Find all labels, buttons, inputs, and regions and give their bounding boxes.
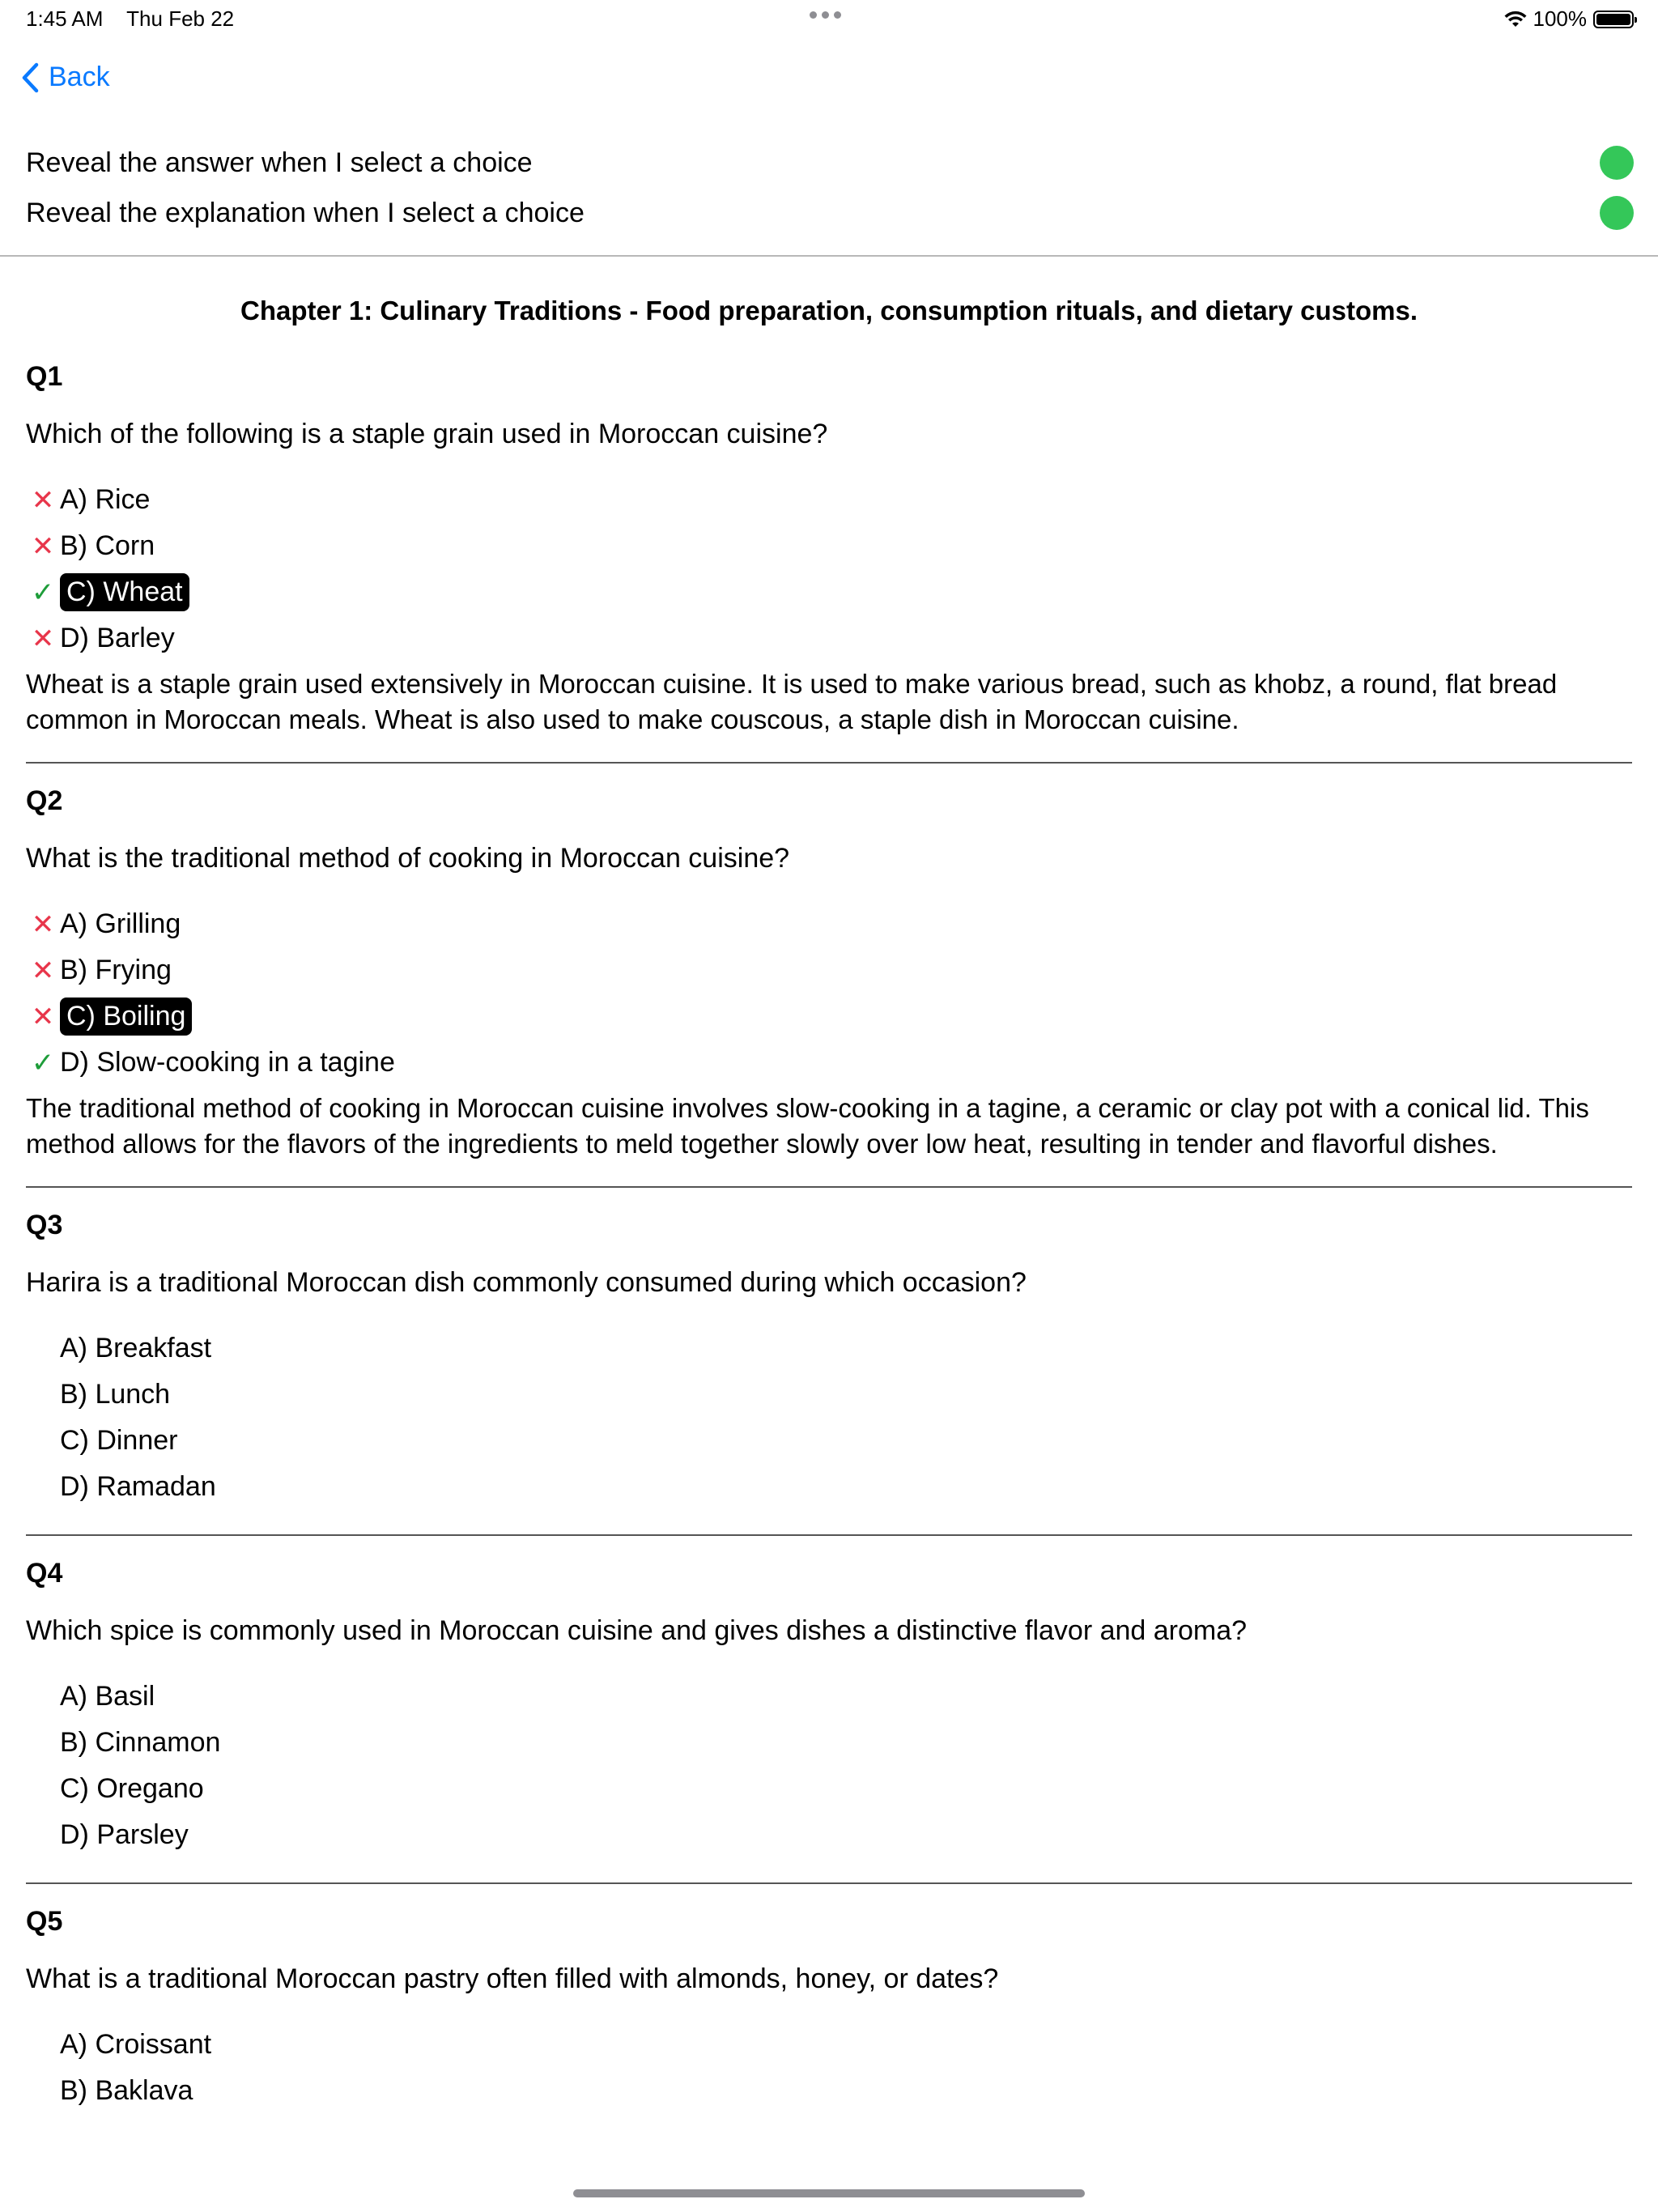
question-text: Which of the following is a staple grain used in Moroccan cuisine? [26, 419, 828, 449]
question-list [26, 339, 1632, 2114]
choice-option[interactable] [26, 1464, 1632, 1510]
choice-option[interactable] [26, 1674, 1632, 1720]
checkmark-icon: ✓ [31, 576, 55, 608]
checkmark-icon: ✓ [31, 1047, 55, 1078]
setting-label: Reveal the explanation when I select a choice [26, 197, 585, 228]
question-3 [26, 1188, 1632, 1536]
wifi-icon [1504, 11, 1527, 28]
status-date: Thu Feb 22 [126, 6, 235, 31]
question-text: What is a traditional Moroccan pastry often filled with almonds, honey, or dates? [26, 1963, 999, 1994]
chapter-title: Chapter 1: Culinary Traditions - Food preparation, consumption rituals, and dietary customs. [240, 296, 1418, 325]
reveal-explanation-toggle[interactable] [1600, 196, 1634, 230]
question-4 [26, 1536, 1632, 1884]
choice-option[interactable] [26, 2068, 1632, 2114]
choice-label: A) Basil [60, 1681, 155, 1712]
choice-option[interactable] [26, 615, 1632, 661]
choice-label: A) Rice [60, 484, 151, 515]
choice-option[interactable] [26, 1720, 1632, 1766]
answer-explanation: The traditional method of cooking in Moroccan cuisine involves slow-cooking in a tagine, a ceramic or clay pot with a conical lid. This method allows for the flavors of the ingredients to meld together slowly over low heat, resulting in tender and flavorful dishes. [26, 1093, 1589, 1159]
choice-label: C) Oregano [60, 1773, 204, 1804]
xmark-icon: ✕ [31, 955, 55, 986]
xmark-icon: ✕ [31, 530, 55, 562]
back-label: Back [49, 62, 110, 92]
choice-list [26, 901, 1632, 1086]
question-text: What is the traditional method of cooking in Moroccan cuisine? [26, 843, 790, 874]
battery-icon [1593, 11, 1634, 28]
xmark-icon: ✕ [31, 623, 55, 654]
choice-label: B) Lunch [60, 1379, 171, 1410]
question-2 [26, 764, 1632, 1188]
choice-option[interactable] [26, 1372, 1632, 1418]
choice-option[interactable] [26, 1418, 1632, 1464]
choice-label: A) Grilling [60, 908, 181, 939]
home-indicator[interactable] [573, 2189, 1085, 2197]
selected-choice-label: C) Boiling [60, 998, 192, 1036]
choice-label: A) Breakfast [60, 1333, 212, 1363]
choice-option[interactable] [26, 477, 1632, 523]
status-bar [0, 0, 1658, 39]
choice-list [26, 2022, 1632, 2114]
choice-list [26, 1325, 1632, 1510]
chevron-left-icon [21, 62, 39, 93]
choice-option[interactable] [26, 901, 1632, 947]
question-5 [26, 1884, 1632, 2114]
question-number: Q4 [26, 1558, 63, 1589]
question-text: Harira is a traditional Moroccan dish commonly consumed during which occasion? [26, 1267, 1027, 1298]
status-time: 1:45 AM [26, 6, 104, 31]
choice-label: B) Frying [60, 955, 172, 985]
choice-label: C) Dinner [60, 1425, 178, 1456]
setting-reveal-explanation [26, 192, 1634, 234]
back-button[interactable] [21, 62, 110, 93]
xmark-icon: ✕ [31, 908, 55, 940]
choice-label: B) Baklava [60, 2075, 193, 2106]
choice-label: D) Barley [60, 623, 175, 653]
choice-option[interactable] [26, 569, 1632, 615]
choice-option[interactable] [26, 993, 1632, 1040]
setting-label: Reveal the answer when I select a choice [26, 147, 533, 178]
choice-option[interactable] [26, 1766, 1632, 1812]
choice-option[interactable] [26, 1325, 1632, 1372]
choice-list [26, 477, 1632, 661]
question-number: Q2 [26, 785, 63, 816]
choice-option[interactable] [26, 947, 1632, 993]
choice-label: D) Parsley [60, 1819, 189, 1850]
selected-choice-label: C) Wheat [60, 573, 189, 611]
quiz-content [26, 256, 1632, 2114]
answer-explanation: Wheat is a staple grain used extensively in Moroccan cuisine. It is used to make various bread, such as khobz, a round, flat bread common in Moroccan meals. Wheat is also used to make couscous, a staple dish in Moroccan cuisine. [26, 669, 1558, 734]
reveal-answer-toggle[interactable] [1600, 146, 1634, 180]
choice-label: D) Ramadan [60, 1471, 216, 1502]
choice-label: B) Cinnamon [60, 1727, 221, 1758]
xmark-icon: ✕ [31, 1001, 55, 1032]
setting-reveal-answer [26, 142, 1634, 184]
choice-label: B) Corn [60, 530, 155, 561]
choice-label: D) Slow-cooking in a tagine [60, 1047, 395, 1078]
multitasking-dots-icon[interactable] [810, 11, 841, 19]
battery-percent: 100% [1533, 6, 1587, 31]
question-number: Q5 [26, 1906, 63, 1937]
choice-option[interactable] [26, 2022, 1632, 2068]
xmark-icon: ✕ [31, 484, 55, 516]
question-text: Which spice is commonly used in Moroccan cuisine and gives dishes a distinctive flavor and aroma? [26, 1615, 1248, 1646]
choice-label: A) Croissant [60, 2029, 212, 2060]
choice-option[interactable] [26, 1812, 1632, 1858]
question-1 [26, 339, 1632, 764]
choice-option[interactable] [26, 1040, 1632, 1086]
question-number: Q3 [26, 1210, 63, 1240]
question-number: Q1 [26, 361, 63, 392]
choice-option[interactable] [26, 523, 1632, 569]
choice-list [26, 1674, 1632, 1858]
